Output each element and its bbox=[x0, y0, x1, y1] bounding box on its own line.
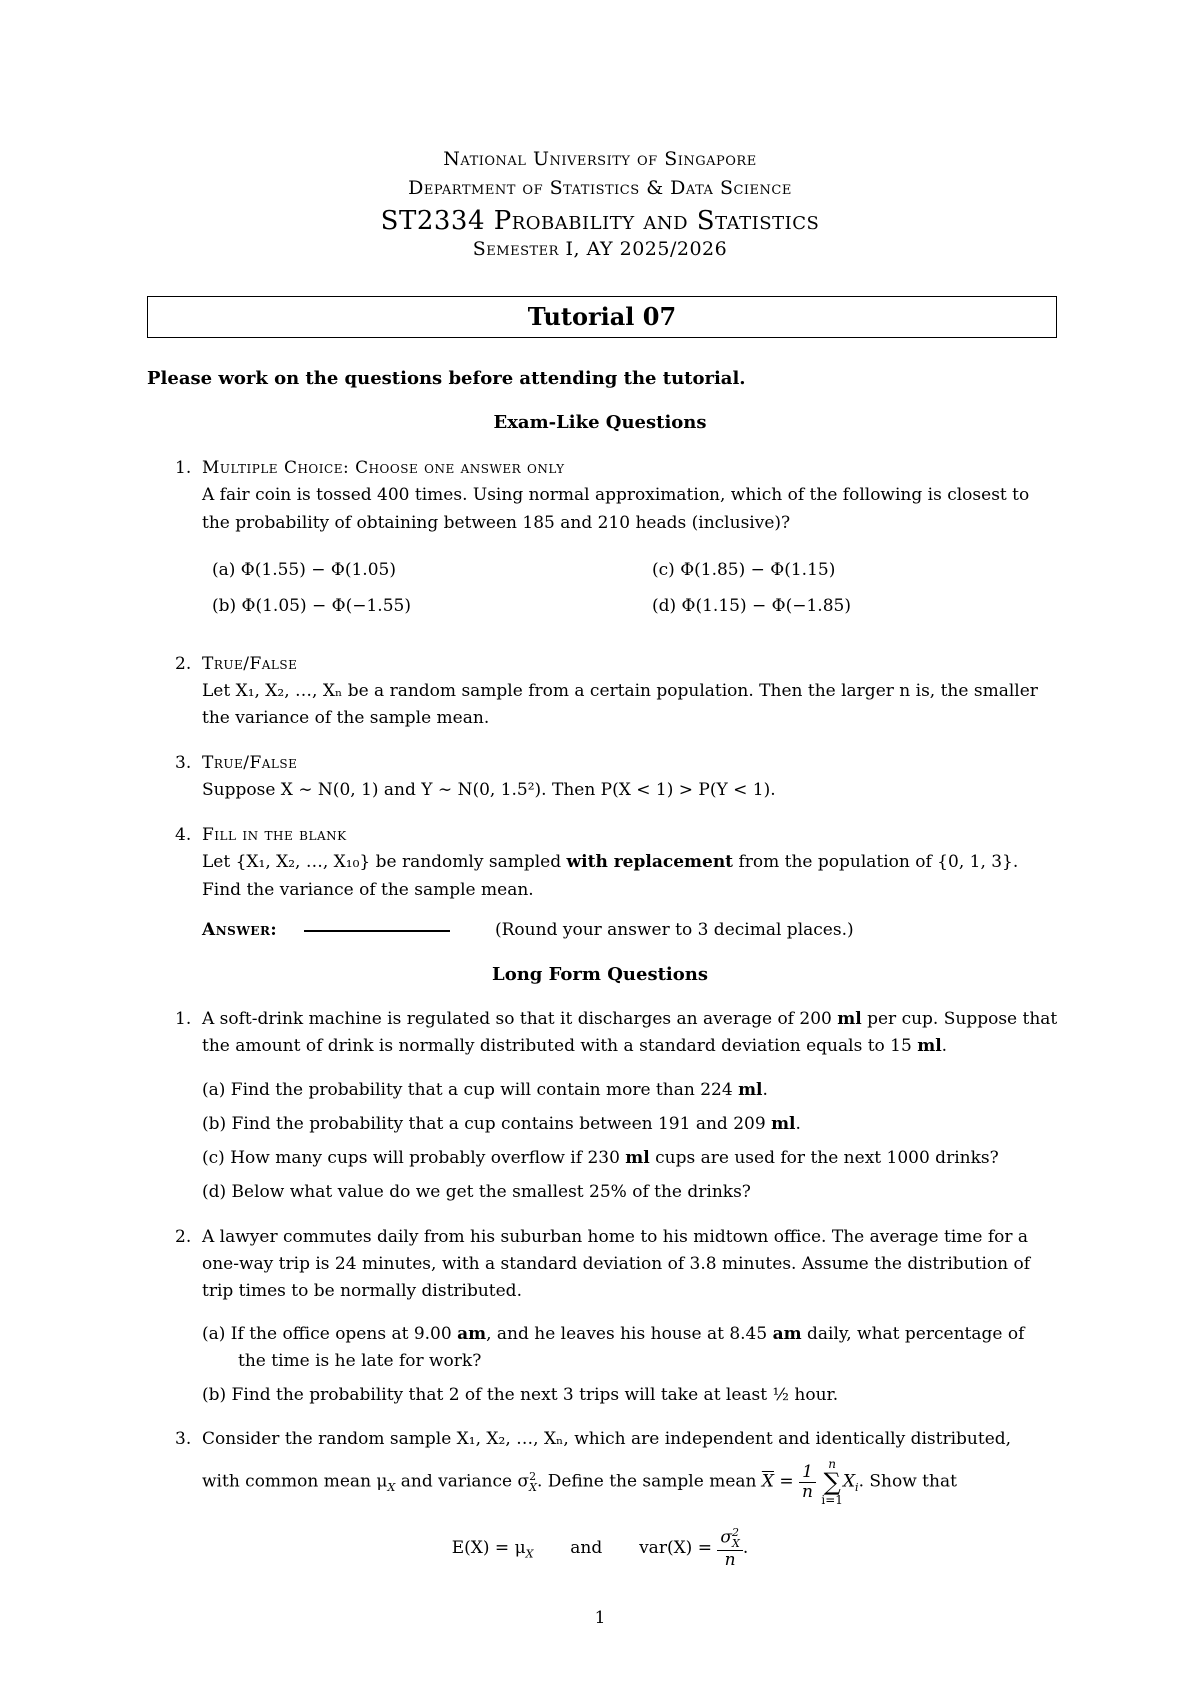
long-q3-xi-sub: i bbox=[855, 1480, 859, 1494]
section-title-exam-like: Exam-Like Questions bbox=[493, 412, 707, 433]
long-q1-line1-a: A soft-drink machine is regulated so that it discharges an average of 200 bbox=[202, 1009, 832, 1029]
long-q1-part-a bbox=[202, 1080, 768, 1100]
department-name: Department of Statistics & Data Science bbox=[408, 177, 792, 199]
long-q1-c-ml: ml bbox=[625, 1148, 650, 1168]
long-q3-line2 bbox=[202, 1458, 957, 1506]
semester: Semester I, AY 2025/2026 bbox=[472, 238, 728, 260]
long-q3-variance-text: and variance σ bbox=[400, 1471, 530, 1492]
exam-q2-line2: the variance of the sample mean. bbox=[202, 708, 490, 728]
long-q3-var-sup: 2 bbox=[731, 1526, 739, 1539]
long-q1-line2 bbox=[202, 1036, 947, 1056]
long-q2-line1: A lawyer commutes daily from his suburban home to his midtown office. The average time for a bbox=[202, 1227, 1029, 1247]
long-q3-sum-top: n bbox=[828, 1457, 837, 1471]
exam-q4-line1-pre: Let {X₁, X₂, …, X₁₀} be randomly sampled bbox=[202, 852, 562, 872]
exam-q1-option-c: (c) Φ(1.85) − Φ(1.15) bbox=[652, 560, 836, 580]
intro-note: Please work on the questions before attending the tutorial. bbox=[147, 368, 746, 389]
long-q2-part-a-line2: the time is he late for work? bbox=[238, 1351, 482, 1371]
long-q1-part-c bbox=[202, 1148, 999, 1168]
long-q3-number: 3. bbox=[175, 1429, 192, 1449]
tutorial-title-box bbox=[147, 296, 1057, 338]
long-q1-part-d: (d) Below what value do we get the smallest 25% of the drinks? bbox=[202, 1182, 751, 1202]
course-title: ST2334 Probability and Statistics bbox=[380, 206, 820, 236]
exam-q1-option-d: (d) Φ(1.15) − Φ(−1.85) bbox=[652, 596, 851, 616]
long-q3-variance-fraction bbox=[717, 1527, 742, 1570]
long-q2-a-am1: am bbox=[457, 1324, 487, 1344]
exam-q2-type: True/False bbox=[202, 654, 298, 674]
long-q2-a-pre: (a) If the office opens at 9.00 bbox=[202, 1324, 452, 1344]
long-q3-xbar: $\overline{X}$ bbox=[761, 1471, 774, 1492]
exam-q1-line2: the probability of obtaining between 185 and 210 heads (inclusive)? bbox=[202, 513, 791, 533]
long-q1-line2-c: . bbox=[941, 1036, 948, 1056]
long-q3-mu-sub: X bbox=[387, 1480, 396, 1494]
long-q1-b-text: (b) Find the probability that a cup contains between 191 and 209 bbox=[202, 1114, 766, 1134]
long-q1-c-pre: (c) How many cups will probably overflow if 230 bbox=[202, 1148, 620, 1168]
long-q2-part-b: (b) Find the probability that 2 of the next 3 trips will take at least ½ hour. bbox=[202, 1385, 839, 1405]
long-q1-line1-ml: ml bbox=[837, 1009, 862, 1029]
long-q1-a-text: (a) Find the probability that a cup will contain more than 224 bbox=[202, 1080, 733, 1100]
long-q1-number: 1. bbox=[175, 1009, 192, 1029]
long-q1-a-ml: ml bbox=[738, 1080, 763, 1100]
long-q3-var-sub: X bbox=[731, 1537, 740, 1551]
long-q2-number: 2. bbox=[175, 1227, 192, 1247]
exam-q3-type: True/False bbox=[202, 753, 298, 773]
long-q3-frac-num: 1 bbox=[799, 1463, 816, 1483]
long-q3-show-text: . Show that bbox=[858, 1471, 957, 1492]
university-name: National University of Singapore bbox=[443, 148, 757, 170]
long-q2-a-post: daily, what percentage of bbox=[807, 1324, 1025, 1344]
long-q3-define-text: . Define the sample mean bbox=[536, 1471, 757, 1492]
exam-q1-type: Multiple Choice: Choose one answer only bbox=[202, 458, 565, 478]
exam-q3-number: 3. bbox=[175, 753, 192, 773]
exam-q3-line1: Suppose X ∼ N(0, 1) and Y ∼ N(0, 1.5²). Then P(X < 1) > P(Y < 1). bbox=[202, 780, 776, 800]
long-q3-expectation-sub: X bbox=[525, 1547, 534, 1561]
long-q3-display-equation bbox=[0, 1527, 1200, 1570]
long-q3-sum-bottom: i=1 bbox=[821, 1493, 843, 1507]
long-q3-frac-den: n bbox=[802, 1481, 813, 1502]
long-q3-fraction bbox=[799, 1463, 816, 1501]
long-q1-line1 bbox=[202, 1009, 1057, 1029]
exam-q4-line1-post: from the population of {0, 1, 3}. bbox=[738, 852, 1019, 872]
exam-q4-line2: Find the variance of the sample mean. bbox=[202, 880, 534, 900]
long-q2-a-mid: , and he leaves his house at 8.45 bbox=[486, 1324, 768, 1344]
long-q3-sigma-sub: X bbox=[529, 1480, 537, 1494]
tutorial-title: Tutorial 07 bbox=[527, 302, 677, 331]
exam-q4-with-replacement: with replacement bbox=[566, 852, 734, 872]
long-q1-a-end: . bbox=[762, 1080, 768, 1100]
long-q3-line1: Consider the random sample X₁, X₂, …, Xₙ, which are independent and identically distributed, bbox=[202, 1429, 1012, 1449]
exam-q4-type: Fill in the blank bbox=[202, 825, 347, 845]
exam-q2-line1: Let X₁, X₂, …, Xₙ be a random sample from a certain population. Then the larger n is, the smaller bbox=[202, 681, 1038, 701]
long-q3-period: . bbox=[742, 1537, 749, 1558]
long-q1-line2-a: the amount of drink is normally distributed with a standard deviation equals to 15 bbox=[202, 1036, 912, 1056]
section-title-long-form: Long Form Questions bbox=[492, 964, 708, 985]
long-q2-a-am2: am bbox=[772, 1324, 802, 1344]
long-q3-summation bbox=[821, 1458, 843, 1506]
long-q1-part-b bbox=[202, 1114, 801, 1134]
exam-q4-number: 4. bbox=[175, 825, 192, 845]
long-q1-c-post: cups are used for the next 1000 drinks? bbox=[655, 1148, 999, 1168]
long-q1-b-end: . bbox=[795, 1114, 801, 1134]
answer-label: Answer: bbox=[202, 920, 278, 940]
long-q2-part-a-line1 bbox=[202, 1324, 1024, 1344]
long-q3-expectation: E(X) = μ bbox=[451, 1537, 526, 1558]
long-q3-sigma-sup: 2 bbox=[529, 1469, 537, 1483]
long-q3-mean-text: with common mean μ bbox=[202, 1471, 388, 1492]
exam-q4-line1 bbox=[202, 852, 1018, 872]
answer-note: (Round your answer to 3 decimal places.) bbox=[495, 920, 854, 940]
long-q3-sum-symbol: ∑ bbox=[823, 1468, 841, 1496]
exam-q1-option-b: (b) Φ(1.05) − Φ(−1.55) bbox=[212, 596, 411, 616]
long-q2-line2: one-way trip is 24 minutes, with a standard deviation of 3.8 minutes. Assume the distribution of bbox=[202, 1254, 1031, 1274]
exam-q1-option-a: (a) Φ(1.55) − Φ(1.05) bbox=[212, 560, 396, 580]
answer-blank[interactable] bbox=[304, 930, 450, 932]
long-q3-xi: X bbox=[842, 1471, 856, 1492]
long-q2-line3: trip times to be normally distributed. bbox=[202, 1281, 522, 1301]
long-q1-b-ml: ml bbox=[771, 1114, 796, 1134]
exam-q2-number: 2. bbox=[175, 654, 192, 674]
long-q1-line2-ml: ml bbox=[917, 1036, 942, 1056]
long-q3-var-den: n bbox=[724, 1550, 736, 1571]
long-q1-line1-c: per cup. Suppose that bbox=[867, 1009, 1058, 1029]
long-q3-variance-eq: var(X) = bbox=[639, 1537, 712, 1558]
exam-q1-line1: A fair coin is tossed 400 times. Using normal approximation, which of the following is closest to bbox=[202, 485, 1030, 505]
long-q3-and: and bbox=[570, 1537, 603, 1558]
long-q3-equals: = bbox=[779, 1471, 794, 1492]
exam-q1-number: 1. bbox=[175, 458, 192, 478]
page-number: 1 bbox=[594, 1608, 606, 1628]
long-q3-var-num: σ bbox=[720, 1527, 732, 1548]
